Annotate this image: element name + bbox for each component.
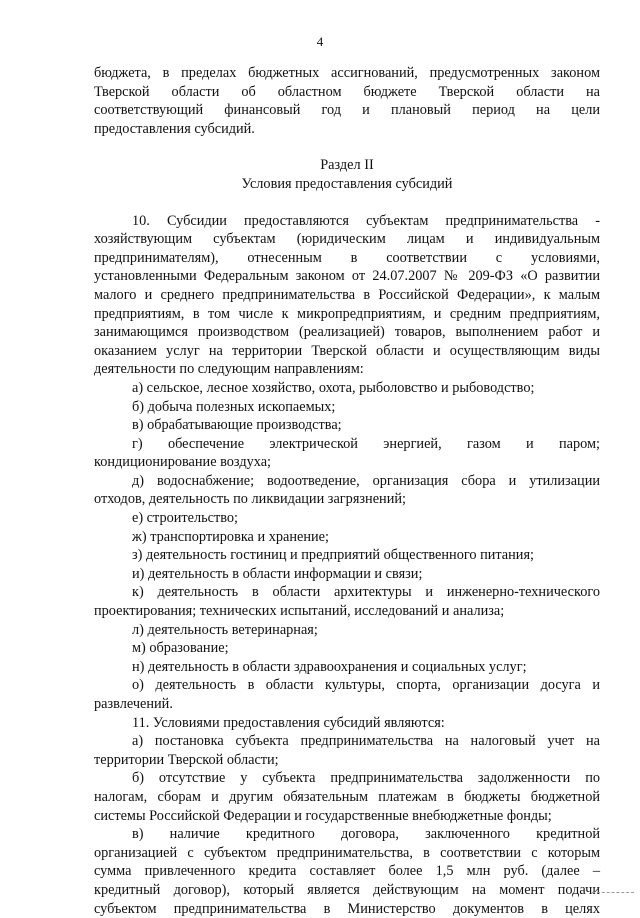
- list-item: е) строительство;: [132, 510, 239, 527]
- list-item-continuation: отходов, деятельность по ликвидации загрязнений;: [94, 491, 406, 508]
- list-item: в) обрабатывающие производства;: [132, 417, 342, 434]
- text-line: б) отсутствие у субъекта предпринимательства задолженности по: [132, 770, 600, 787]
- list-item: б) добыча полезных ископаемых;: [132, 398, 336, 415]
- text-line: соответствующий финансовый год и плановый период на цели: [94, 102, 600, 119]
- paragraph-heading: 11. Условиями предоставления субсидий являются:: [132, 714, 445, 731]
- document-body: [94, 64, 600, 918]
- list-item-continuation: развлечений.: [94, 696, 173, 712]
- list-item-continuation: кондиционирование воздуха;: [94, 454, 272, 471]
- section-title: Раздел II: [320, 157, 374, 174]
- list-item: о) деятельность в области культуры, спорта, организации досуга и: [132, 677, 600, 694]
- page-number: 4: [316, 34, 324, 49]
- text-line: системы Российской Федерации и государственные внебюджетные фонды;: [94, 807, 552, 824]
- scan-edge-mark: [592, 892, 634, 893]
- text-line: предприятиям, в том числе к микропредприятиям, и средним предприятиям,: [94, 305, 600, 322]
- text-line: установленными Федеральным законом от 24.07.2007 № 209-ФЗ «О развитии: [94, 268, 600, 285]
- text-line: организацией с субъектом предпринимательства, в соответствии с которым: [94, 844, 600, 861]
- text-line: малого и среднего предпринимательства в Российской Федерации», к малым: [94, 286, 600, 303]
- list-item: к) деятельность в области архитектуры и инженерно-технического: [132, 584, 600, 601]
- text-line: в) наличие кредитного договора, заключенного кредитной: [132, 826, 600, 843]
- list-item: д) водоснабжение; водоотведение, организация сбора и утилизации: [132, 472, 600, 489]
- list-item: м) образование;: [132, 640, 229, 657]
- text-line: налогам, сборам и другим обязательным платежам в бюджеты бюджетной: [94, 788, 600, 805]
- text-line: оказанием услуг на территории Тверской области и осуществляющим виды: [94, 342, 600, 359]
- text-line: кредитный договор), который является действующим на момент подачи: [94, 881, 600, 898]
- list-item: г) обеспечение электрической энергией, газом и паром;: [132, 435, 600, 452]
- text-line: предоставления субсидий.: [94, 120, 255, 137]
- list-item: н) деятельность в области здравоохранения и социальных услуг;: [132, 658, 527, 675]
- list-item: а) сельское, лесное хозяйство, охота, рыболовство и рыбоводство;: [132, 379, 535, 396]
- list-item: ж) транспортировка и хранение;: [132, 528, 329, 545]
- text-line: а) постановка субъекта предпринимательства на налоговый учет на: [132, 733, 600, 750]
- section-subtitle: Условия предоставления субсидий: [241, 175, 453, 192]
- text-line: территории Тверской области;: [94, 751, 279, 768]
- text-line: Тверской области об областном бюджете Тверской области на: [94, 83, 600, 100]
- list-item: з) деятельность гостиниц и предприятий общественного питания;: [132, 547, 535, 564]
- text-line: деятельности по следующим направлениям:: [94, 361, 364, 378]
- text-line: занимающимся производством (реализацией) товаров, выполнением работ и: [94, 324, 600, 341]
- text-line: бюджета, в пределах бюджетных ассигнований, предусмотренных законом: [94, 65, 600, 81]
- text-line: предпринимателям), отнесенным в соответствии с условиями,: [94, 249, 600, 266]
- list-item-continuation: проектирования; технических испытаний, исследований и анализа;: [94, 603, 505, 620]
- list-item: и) деятельность в области информации и связи;: [132, 565, 423, 582]
- text-line: хозяйствующим субъектам (юридическим лицам и индивидуальным: [94, 231, 600, 248]
- text-line: 10. Субсидии предоставляются субъектам предпринимательства -: [132, 212, 600, 229]
- text-line: субъектом предпринимательства в Министерство документов в целях: [94, 900, 600, 917]
- text-line: сумма привлеченного кредита составляет более 1,5 млн руб. (далее –: [94, 863, 600, 880]
- list-item: л) деятельность ветеринарная;: [132, 621, 318, 638]
